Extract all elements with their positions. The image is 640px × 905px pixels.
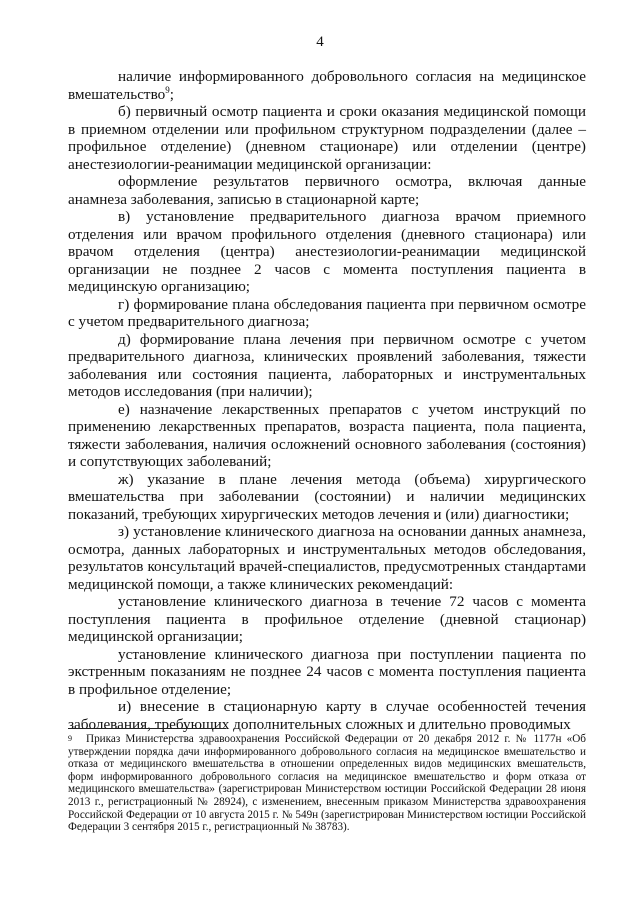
footnote-text: Приказ Министерства здравоохранения Российской Федерации от 20 декабря 2012 г. № 1177н «Об утверждении порядка дачи информированного добровольного согласия на медицинское вмешательство и отказа от медицинского вмешательства в отношении определенных видов медицинских вмешательств, форм информированного добровольного согласия на медицинское вмешательство и форм отказа от медицинского вмешательства» (зарегистрирован Министерством юстиции Российской Федерации 28 июня 2013 г., регистрационный № 28924), с изменением, внесенным приказом Министерства здравоохранения Российской Федерации от 10 августа 2015 г. № 549н (зарегистрирован Министерством юстиции Российской Федерации 3 сентября 2015 г., регистрационный № 38783). [68,733,586,834]
paragraph-item-z: з) установление клинического диагноза на основании данных анамнеза, осмотра, данных лабораторных и инструментальных методов обследования, результатов консультаций врачей-специалистов, предусмотренных стандартами медицинской помощи, а также клинических рекомендаций: [68,523,586,593]
paragraph-item-zh: ж) указание в плане лечения метода (объема) хирургического вмешательства при заболевании (состоянии) и наличии медицинских показаний, требующих хирургических методов лечения и (или) диагностики; [68,470,586,523]
footnote-reference: 9 [165,84,170,95]
paragraph-consent [68,68,586,103]
paragraph-item-e: е) назначение лекарственных препаратов с учетом инструкций по применению лекарственных препаратов, возраста пациента, пола пациента, тяжести заболевания, наличия осложнений основного заболевания (состояния) и сопутствующих заболеваний; [68,400,586,470]
footnote-mark: 9 [68,734,72,743]
paragraph-text: наличие информированного добровольного согласия на медицинское вмешательство [68,68,586,103]
footnote-divider [68,728,226,729]
paragraph-diagnosis-24h: установление клинического диагноза при поступлении пациента по экстренным показаниям не позднее 24 часов с момента поступления пациента в профильное отделение; [68,645,586,698]
paragraph-end: ; [169,85,174,103]
document-body [68,68,586,733]
paragraph-item-i: и) внесение в стационарную карту в случае особенностей течения заболевания, требующих дополнительных сложных и длительно проводимых [68,698,586,733]
paragraph-item-g: г) формирование плана обследования пациента при первичном осмотре с учетом предварительного диагноза; [68,295,586,330]
paragraph-diagnosis-72h: установление клинического диагноза в течение 72 часов с момента поступления пациента в профильное отделение (дневной стационар) медицинской организации; [68,593,586,645]
paragraph-item-v: в) установление предварительного диагноза врачом приемного отделения или врачом профильного отделения (дневного стационара) или врачом отделения (центра) анестезиологии-реанимации медицинской организации не позднее 2 часов с момента поступления пациента в медицинскую организацию; [68,208,586,295]
paragraph-item-b: б) первичный осмотр пациента и сроки оказания медицинской помощи в приемном отделении или профильном структурном подразделении (далее – профильное отделение) (дневном стационаре) или отделении (центре) анестезиологии-реанимации медицинской организации: [68,103,586,173]
paragraph-primary-exam-record: оформление результатов первичного осмотра, включая данные анамнеза заболевания, записью в стационарной карте; [68,173,586,208]
page-number: 4 [316,34,324,50]
paragraph-item-d: д) формирование плана лечения при первичном осмотре с учетом предварительного диагноза, клинических проявлений заболевания, тяжести заболевания или состояния пациента, лабораторных и инструментальных методов исследования (при наличии); [68,330,586,400]
footnote [68,733,586,834]
